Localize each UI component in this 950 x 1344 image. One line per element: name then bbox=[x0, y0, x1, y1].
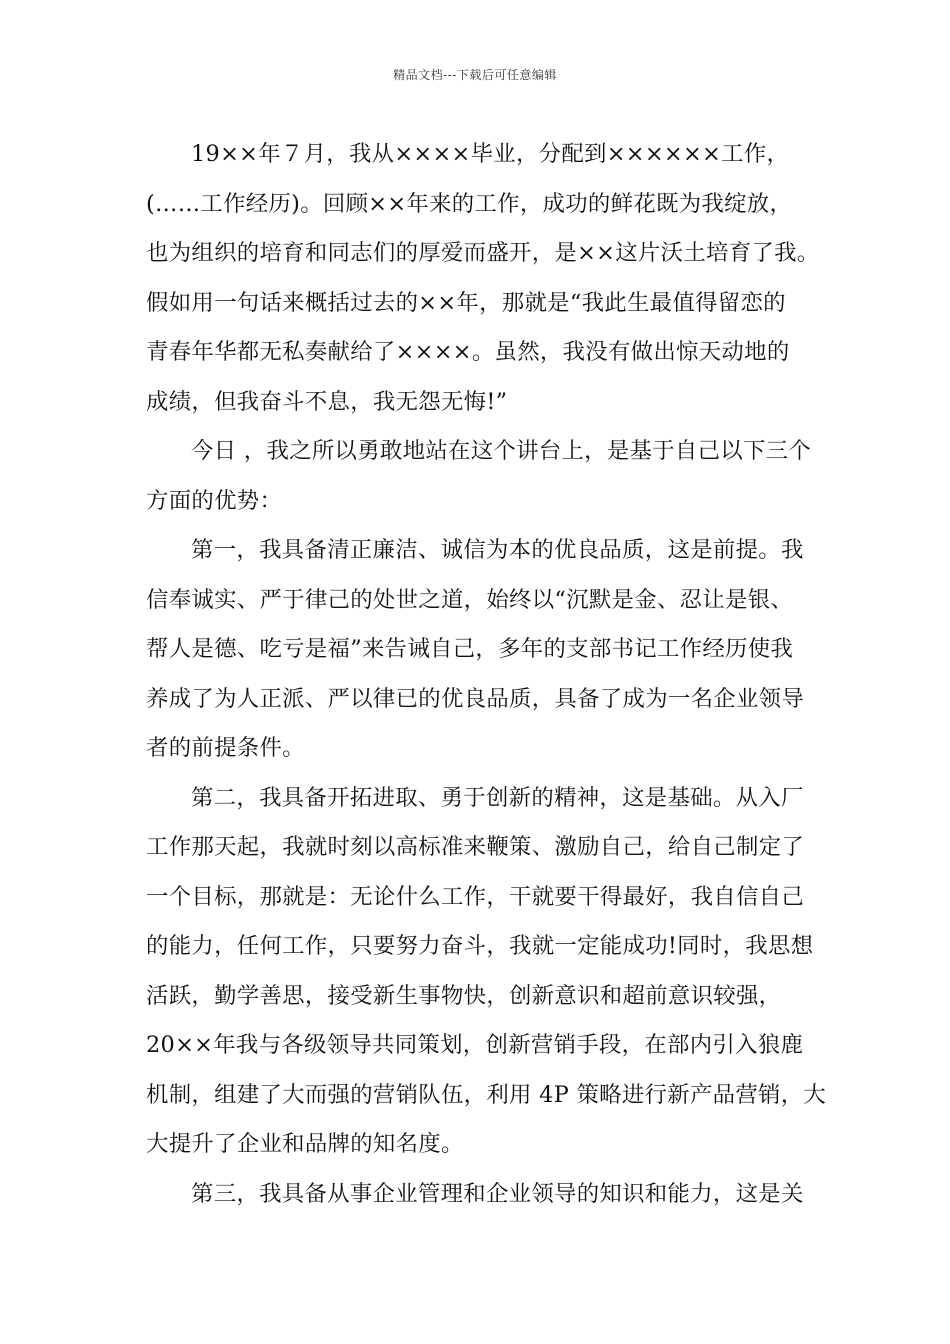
paragraph-line: 19××年７月，我从××××毕业，分配到××××××工作， bbox=[191, 141, 790, 167]
paragraph-line: (……工作经历)。回顾××年来的工作，成功的鲜花既为我绽放， bbox=[146, 190, 793, 217]
paragraph-line: 假如用一句话来概括过去的××年，那就是“我此生最值得留恋的 bbox=[146, 289, 786, 316]
paragraph-line: 第三，我具备从事企业管理和企业领导的知识和能力，这是关 bbox=[191, 1180, 804, 1207]
paragraph-line: 也为组织的培育和同志们的厚爱而盛开，是××这片沃土培育了我。 bbox=[146, 240, 820, 266]
paragraph-line: 活跃，勤学善思，接受新生事物快，创新意识和超前意识较强， bbox=[146, 982, 782, 1009]
paragraph-line: 第一，我具备清正廉洁、诚信为本的优良品质，这是前提。我 bbox=[191, 537, 804, 563]
document-body bbox=[146, 130, 826, 1219]
paragraph-line: 成绩，但我奋斗不息，我无怨无悔!” bbox=[146, 388, 508, 415]
paragraph-line: 一个目标，那就是：无论什么工作，干就要干得最好，我自信自己 bbox=[146, 883, 805, 910]
paragraph-4 bbox=[146, 774, 826, 1170]
paragraph-line: 今日 ，我之所以勇敢地站在这个讲台上，是基于自己以下三个 bbox=[191, 438, 812, 464]
paragraph-line: 大提升了企业和品牌的知名度。 bbox=[146, 1131, 464, 1157]
paragraph-line: 的能力，任何工作，只要努力奋斗，我就一定能成功!同时，我思想 bbox=[146, 933, 814, 959]
page-header: 精品文档---下载后可任意编辑 bbox=[393, 68, 557, 82]
paragraph-1 bbox=[146, 130, 826, 427]
paragraph-3 bbox=[146, 526, 826, 774]
paragraph-2 bbox=[146, 427, 826, 526]
paragraph-line: 者的前提条件。 bbox=[146, 735, 305, 761]
paragraph-line: 工作那天起，我就时刻以高标准来鞭策、激励自己，给自己制定了 bbox=[146, 834, 805, 860]
paragraph-line: 20××年我与各级领导共同策划，创新营销手段，在部内引入狼鹿 bbox=[146, 1032, 804, 1058]
paragraph-line: 第二，我具备开拓进取、勇于创新的精神，这是基础。从入厂 bbox=[191, 784, 804, 811]
paragraph-line: 青春年华都无私奏献给了××××。虽然，我没有做出惊天动地的 bbox=[146, 339, 790, 365]
paragraph-line: 养成了为人正派、严以律已的优良品质，具备了成为一名企业领导 bbox=[146, 685, 805, 712]
paragraph-line: 机制，组建了大而强的营销队伍，利用 4P 策略进行新产品营销，大 bbox=[146, 1081, 827, 1108]
paragraph-line: 帮人是德、吃亏是福”来告诫自己，多年的支部书记工作经历使我 bbox=[146, 636, 794, 662]
paragraph-5 bbox=[146, 1170, 826, 1220]
paragraph-line: 方面的优势： bbox=[146, 487, 283, 514]
paragraph-line: 信奉诚实、严于律己的处世之道，始终以“沉默是金、忍让是银、 bbox=[146, 586, 794, 613]
